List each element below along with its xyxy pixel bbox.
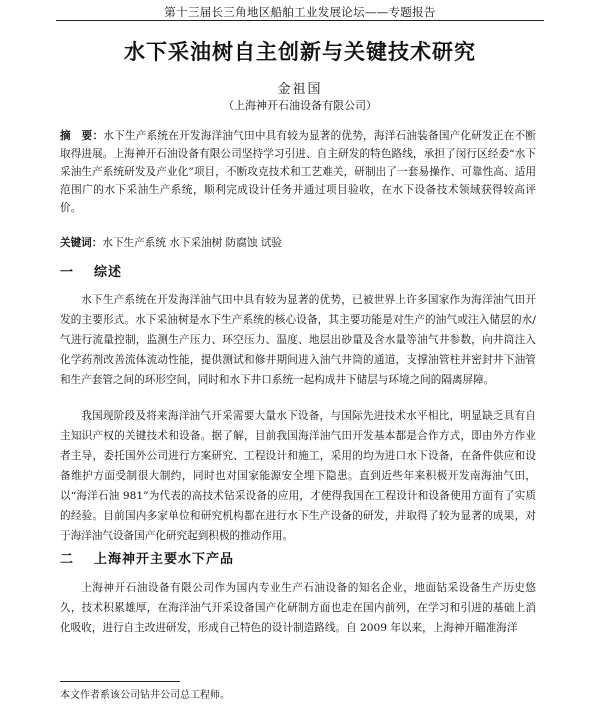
abstract	[60, 127, 536, 217]
footnote: 本文作者系该公司钻井公司总工程师。	[60, 690, 230, 701]
abstract-text: 水下生产系统在开发海洋油气田中具有较为显著的优势，海洋石油装备国产化研发正在不断取得进展。上海神开石油设备有限公司坚持学习引进、自主研发的特色路线，承担了闵行区经委“水下采油生产系统研发及产业化”项目，不断攻克技术和工艺难关，研制出了一套易操作、可靠性高、适用范围广的水下采油生产系统，顺利完成设计任务并通过项目验收，在水下设备技术领域获得较高评价。	[60, 130, 536, 214]
paragraph: 水下生产系统在开发海洋油气田中具有较为显著的优势，已被世界上许多国家作为海洋油气田开发的主要形式。水下采油树是水下生产系统的核心设备，其主要功能是对生产的油气或注入储层的水/气进行流量控制，监测生产压力、环空压力、温度、地层出砂量及含水量等油气井参数，向井筒注入化学药剂改善流体流动性能，提供测试和修井期间进入油气井筒的通道，支撑油管柱并密封井下油管和生产套管之间的环形空间，同时和水下井口系统一起构成井下储层与环境之间的隔离屏障。	[60, 294, 536, 386]
abstract-label: 摘 要：	[60, 130, 104, 142]
section-heading-2	[60, 548, 234, 567]
paragraph: 我国现阶段及将来海洋油气开采需要大量水下设备，与国际先进技术水平相比，明显缺乏具有自主知识产权的关键技术和设备。据了解，目前我国海洋油气田开发基本都是合作方式，即由外方作业者主导，委托国外公司进行方案研究、工程设计和施工，采用的均为进口水下设备，在备件供应和设备维护方面受制很大制约，同时也对国家能源安全埋下隐患。直到近些年来积极开发南海油气田，以“海洋石油 981”为代表的高技术钻采设备的应用，才使得我国在工程设计和设备使用方面有了实质的经验。目前国内多家单位和研究机构都在进行水下生产设备的研发，并取得了较为显著的成果，对于海洋油气设备国产化研究起到积极的推动作用。	[60, 410, 536, 542]
section-heading-1	[60, 261, 122, 280]
author-affiliation: （上海神开石油设备有限公司）	[223, 99, 377, 112]
keywords-label: 关键词：	[60, 237, 103, 249]
section-title: 综述	[94, 265, 123, 280]
section-number: 二	[60, 552, 75, 567]
author-name: 金祖国	[277, 82, 323, 97]
paragraph: 上海神开石油设备有限公司作为国内专业生产石油设备的知名企业，地面钻采设备生产历史悠久，技术积累雄厚，在海洋油气开采设备国产化研制方面也走在国内前列，在学习和引进的基础上消化吸收，进行自主改进研发，形成自己特色的设计制造路线。自 2009 年以来，上海神开瞄准海洋	[60, 582, 536, 634]
footnote-rule	[60, 681, 180, 682]
paper-title: 水下采油树自主创新与关键技术研究	[124, 40, 476, 64]
keywords	[60, 235, 536, 250]
keywords-text: 水下生产系统 水下采油树 防腐蚀 试验	[102, 237, 282, 249]
header-rule	[56, 20, 544, 21]
running-header: 第十三届长三角地区船舶工业发展论坛——专题报告	[164, 5, 436, 19]
section-number: 一	[60, 265, 75, 280]
section-title: 上海神开主要水下产品	[94, 552, 235, 567]
